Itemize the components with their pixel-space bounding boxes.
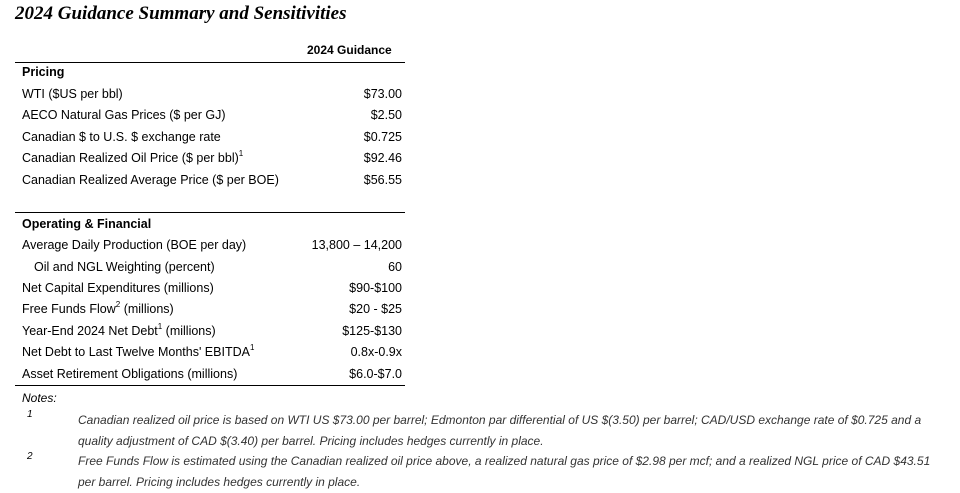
table-row <box>15 281 405 301</box>
row-value: $125-$130 <box>342 324 402 338</box>
row-label: Canadian Realized Oil Price ($ per bbl) <box>22 151 239 165</box>
table-row <box>15 130 405 150</box>
table-row <box>15 173 405 193</box>
row-label: Net Debt to Last Twelve Months' EBITDA <box>22 345 250 359</box>
row-label-group <box>22 151 243 165</box>
row-label-group <box>22 302 174 316</box>
row-value: $20 - $25 <box>349 302 402 316</box>
row-label-group <box>22 324 216 338</box>
row-value: 0.8x-0.9x <box>350 345 402 359</box>
note-number: 1 <box>27 409 33 420</box>
row-label: Average Daily Production (BOE per day) <box>22 238 247 252</box>
section-heading-label: Pricing <box>22 65 65 79</box>
notes-label: Notes: <box>22 391 57 405</box>
section-heading-operating <box>15 217 405 237</box>
table-row <box>15 238 405 258</box>
row-label-group <box>22 345 254 359</box>
row-label: Canadian Realized Average Price ($ per BOE) <box>22 173 279 187</box>
table-row <box>15 324 405 344</box>
table-row <box>15 302 405 322</box>
row-label: WTI ($US per bbl) <box>22 87 123 101</box>
row-value: $6.0-$7.0 <box>349 367 402 381</box>
row-value: 13,800 – 14,200 <box>311 238 402 252</box>
row-value: $0.725 <box>363 130 402 144</box>
section-heading-pricing <box>15 65 405 85</box>
footnote-marker: 1 <box>249 343 255 352</box>
row-label-suffix: (millions) <box>162 324 216 338</box>
row-value: $90-$100 <box>349 281 402 295</box>
table-row <box>15 151 405 171</box>
table-bottom-rule <box>15 385 405 386</box>
page-title: 2024 Guidance Summary and Sensitivities <box>15 3 347 24</box>
note-text: Canadian realized oil price is based on WTI US $73.00 per barrel; Edmonton par differential of US $(3.50) per barrel; CAD/USD exchange rate of $0.725 and a quality adjustment of CAD $(3.40) per barrel. Pricing includes hedges currently in place. <box>78 413 922 448</box>
row-value: $92.46 <box>363 151 402 165</box>
footnote-marker: 1 <box>238 149 244 158</box>
column-header: 2024 Guidance <box>307 43 392 57</box>
row-value: $56.55 <box>363 173 402 187</box>
row-label: Free Funds Flow <box>22 302 116 316</box>
row-value: $2.50 <box>370 108 402 122</box>
row-label: Asset Retirement Obligations (millions) <box>22 367 238 381</box>
row-label: Canadian $ to U.S. $ exchange rate <box>22 130 221 144</box>
section-heading-label: Operating & Financial <box>22 217 152 231</box>
row-label: Net Capital Expenditures (millions) <box>22 281 214 295</box>
footnote-marker: 2 <box>115 300 121 309</box>
row-label: AECO Natural Gas Prices ($ per GJ) <box>22 108 226 122</box>
table-row <box>15 345 405 365</box>
table-row <box>15 108 405 128</box>
table-row <box>15 367 405 387</box>
note-text: Free Funds Flow is estimated using the Canadian realized oil price above, a realized natural gas price of $2.98 per mcf; and a realized NGL price of CAD $43.51 per barrel. Pricing includes hedges currently in place. <box>78 454 931 489</box>
section-divider <box>15 212 405 213</box>
note-number: 2 <box>27 451 33 462</box>
row-value: 60 <box>388 260 402 274</box>
row-label: Oil and NGL Weighting (percent) <box>34 260 215 274</box>
section-divider <box>15 62 405 63</box>
row-label: Year-End 2024 Net Debt <box>22 324 158 338</box>
table-row <box>15 260 405 280</box>
row-label-suffix: (millions) <box>120 302 174 316</box>
footnote-marker: 1 <box>157 322 163 331</box>
table-row <box>15 87 405 107</box>
row-value: $73.00 <box>363 87 402 101</box>
